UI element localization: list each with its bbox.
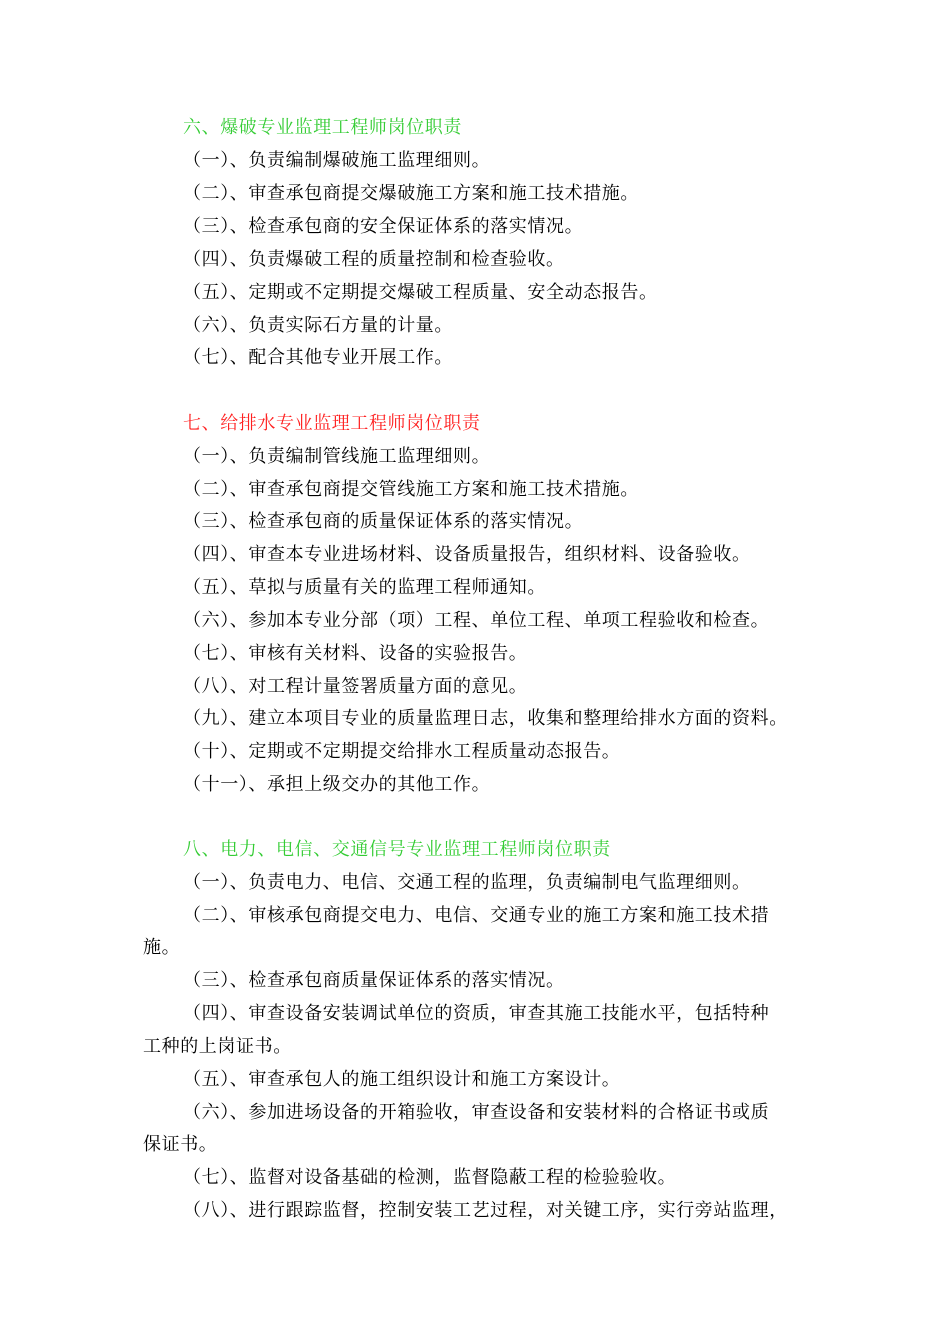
section-8-line: （三）、检查承包商质量保证体系的落实情况。: [183, 970, 565, 991]
section-8-line: （六）、参加进场设备的开箱验收，审查设备和安装材料的合格证书或质: [183, 1102, 770, 1123]
section-6-item: （五）、定期或不定期提交爆破工程质量、安全动态报告。: [183, 282, 658, 303]
section-7-item: （六）、参加本专业分部（项）工程、单位工程、单项工程验收和检查。: [183, 610, 770, 631]
section-8-line-continuation: 施。: [143, 937, 181, 958]
section-8-line: （二）、审核承包商提交电力、电信、交通专业的施工方案和施工技术措: [183, 905, 770, 926]
section-6-item: （一）、负责编制爆破施工监理细则。: [183, 150, 491, 171]
section-6-item: （二）、审查承包商提交爆破施工方案和施工技术措施。: [183, 183, 639, 204]
section-7-item: （七）、审核有关材料、设备的实验报告。: [183, 643, 528, 664]
section-8-line: （七）、监督对设备基础的检测，监督隐蔽工程的检验验收。: [183, 1167, 677, 1188]
section-7-item: （二）、审查承包商提交管线施工方案和施工技术措施。: [183, 479, 639, 500]
section-8-line-continuation: 保证书。: [143, 1134, 218, 1155]
section-6-item: （四）、负责爆破工程的质量控制和检查验收。: [183, 249, 565, 270]
section-7-item: （五）、草拟与质量有关的监理工程师通知。: [183, 577, 546, 598]
section-6-item: （三）、检查承包商的安全保证体系的落实情况。: [183, 216, 584, 237]
section-6-item: （六）、负责实际石方量的计量。: [183, 315, 453, 336]
section-7-item: （三）、检查承包商的质量保证体系的落实情况。: [183, 511, 584, 532]
section-7-item: （八）、对工程计量签署质量方面的意见。: [183, 676, 528, 697]
section-7-item: （一）、负责编制管线施工监理细则。: [183, 446, 491, 467]
section-8-line-continuation: 工种的上岗证书。: [143, 1036, 292, 1057]
section-8-line: （一）、负责电力、电信、交通工程的监理，负责编制电气监理细则。: [183, 872, 751, 893]
section-7-item: （十一）、承担上级交办的其他工作。: [183, 774, 491, 795]
section-8-line: （四）、审查设备安装调试单位的资质，审查其施工技能水平，包括特种: [183, 1003, 770, 1024]
section-7-item: （十）、定期或不定期提交给排水工程质量动态报告。: [183, 741, 621, 762]
section-6-title: 六、爆破专业监理工程师岗位职责: [183, 117, 462, 138]
section-8-line: （五）、审查承包人的施工组织设计和施工方案设计。: [183, 1069, 621, 1090]
section-6-item: （七）、配合其他专业开展工作。: [183, 347, 453, 368]
section-7-title: 七、给排水专业监理工程师岗位职责: [183, 413, 481, 434]
section-8-title: 八、电力、电信、交通信号专业监理工程师岗位职责: [183, 839, 611, 860]
section-8-line: （八）、进行跟踪监督，控制安装工艺过程，对关键工序，实行旁站监理，: [183, 1200, 788, 1221]
section-7-item: （四）、审查本专业进场材料、设备质量报告，组织材料、设备验收。: [183, 544, 751, 565]
section-7-item: （九）、建立本项目专业的质量监理日志，收集和整理给排水方面的资料。: [183, 708, 788, 729]
